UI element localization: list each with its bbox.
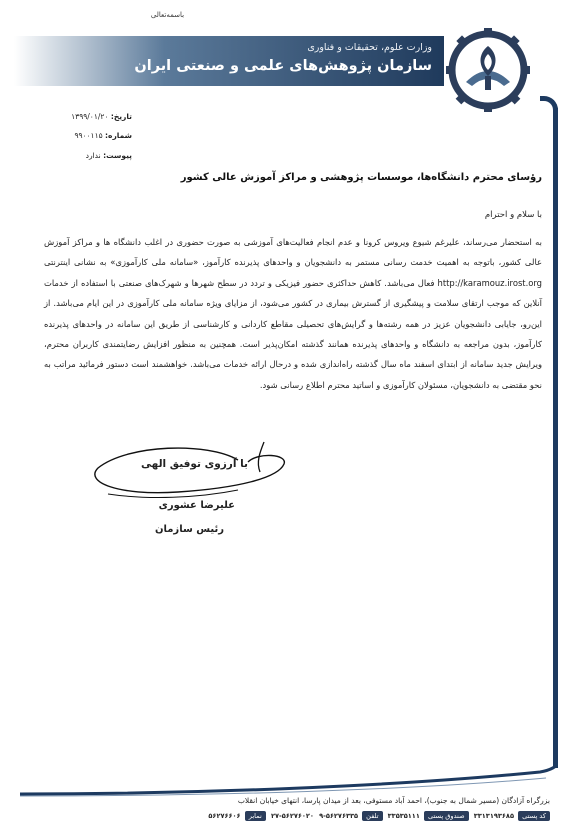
number-label: شماره: xyxy=(105,131,132,140)
number-value: ۹۹۰۰۱۱۵ xyxy=(74,131,103,140)
signer-name: علیرضا عشوری xyxy=(158,500,235,511)
phone2-value: ۵۶۲۷۶۰۲۰-۲۷ xyxy=(270,812,314,820)
attachment-value: ندارد xyxy=(85,151,101,160)
date-value: ۱۳۹۹/۰۱/۲۰ xyxy=(71,112,109,121)
attachment-label: پیوست: xyxy=(103,151,132,160)
signer-title: رئیس سازمان xyxy=(154,524,224,535)
organization-name: سازمان پژوهش‌های علمی و صنعتی ایران xyxy=(134,58,432,74)
postal-code-label: کد پستی xyxy=(518,811,550,821)
fax-label: نمابر xyxy=(245,811,266,821)
footer-contacts xyxy=(205,812,550,820)
footer-address: بزرگراه آزادگان (مسیر شمال به جنوب)، احمد آباد مستوفی، بعد از میدان پارسا، انتهای خیابان انقلاب xyxy=(237,796,550,805)
attachment-line xyxy=(86,151,132,160)
ministry-name: وزارت علوم، تحقیقات و فناوری xyxy=(307,42,432,53)
letter-body: به استحضار می‌رساند، علیرغم شیوع ویروس کرونا و عدم انجام فعالیت‌های آموزشی به صورت حضوری در اغلب دانشگاه ها و مراکز آموزش عالی کشور، باتوجه به اهمیت خدمت رسانی مستمر به دانشجویان و واحدهای پذیرنده کارآموز، «سامانه ملی کارآموزی» به نشانی اینترنتی http://karamouz.irost.org فعال می‌باشد. کاهش حداکثری حضور فیزیکی و تردد در سطح شهرها و شهرک‌های صنعتی با استفاده از خدمات آنلاین که موجب ارتقای سلامت و پیشگیری از گسترش بیماری در کشور می‌شود، از مزایای ویژه سامانه ملی کارآموزی در این ایام می‌باشد. از این‌رو، جایابی دانشجویان عزیز در همه رشته‌ها و گرایش‌های تحصیلی مقاطع کاردانی و کارشناسی از طریق این سامانه در واحدهای پذیرنده کارآموز، بدون مراجعه به دانشگاه و واحدهای پذیرنده همانند گذشته امکان‌پذیر است. همچنین به منظور افزایش رضایتمندی کاربران محترم، ویرایش جدید سامانه از ابتدای اسفند ماه سال گذشته راه‌اندازی شده و درحال ارائه خدمات می‌باشد. خواهشمند است دستور فرمائید مراتب به نحو مقتضی به دانشجویان، مسئولان کارآموزی و اساتید محترم اطلاع رسانی شود. xyxy=(44,237,542,390)
fax-value: ۵۶۲۷۶۶۰۶ xyxy=(208,812,241,820)
number-line xyxy=(74,131,132,140)
organization-logo xyxy=(438,20,538,120)
right-border-line xyxy=(553,108,558,768)
postal-code-value: ۳۳۱۳۱۹۳۶۸۵ xyxy=(473,812,514,820)
phone-label: تلفن xyxy=(362,811,382,821)
po-box-label: صندوق پستی xyxy=(424,811,469,821)
basmaleh: باسمه‌تعالی xyxy=(150,11,185,19)
greeting: با سلام و احترام xyxy=(484,210,542,220)
recipient-line: رؤسای محترم دانشگاه‌ها، موسسات پژوهشی و مراکز آموزش عالی کشور xyxy=(180,172,542,183)
po-box-value: ۳۳۵۳۵۱۱۱ xyxy=(387,812,420,820)
closing-wish: با آرزوی توفیق الهی xyxy=(141,458,248,470)
phone-value: ۵۶۲۷۶۳۳۵-۹ xyxy=(319,812,359,820)
date-label: تاریخ: xyxy=(110,112,132,121)
date-line xyxy=(71,112,132,121)
